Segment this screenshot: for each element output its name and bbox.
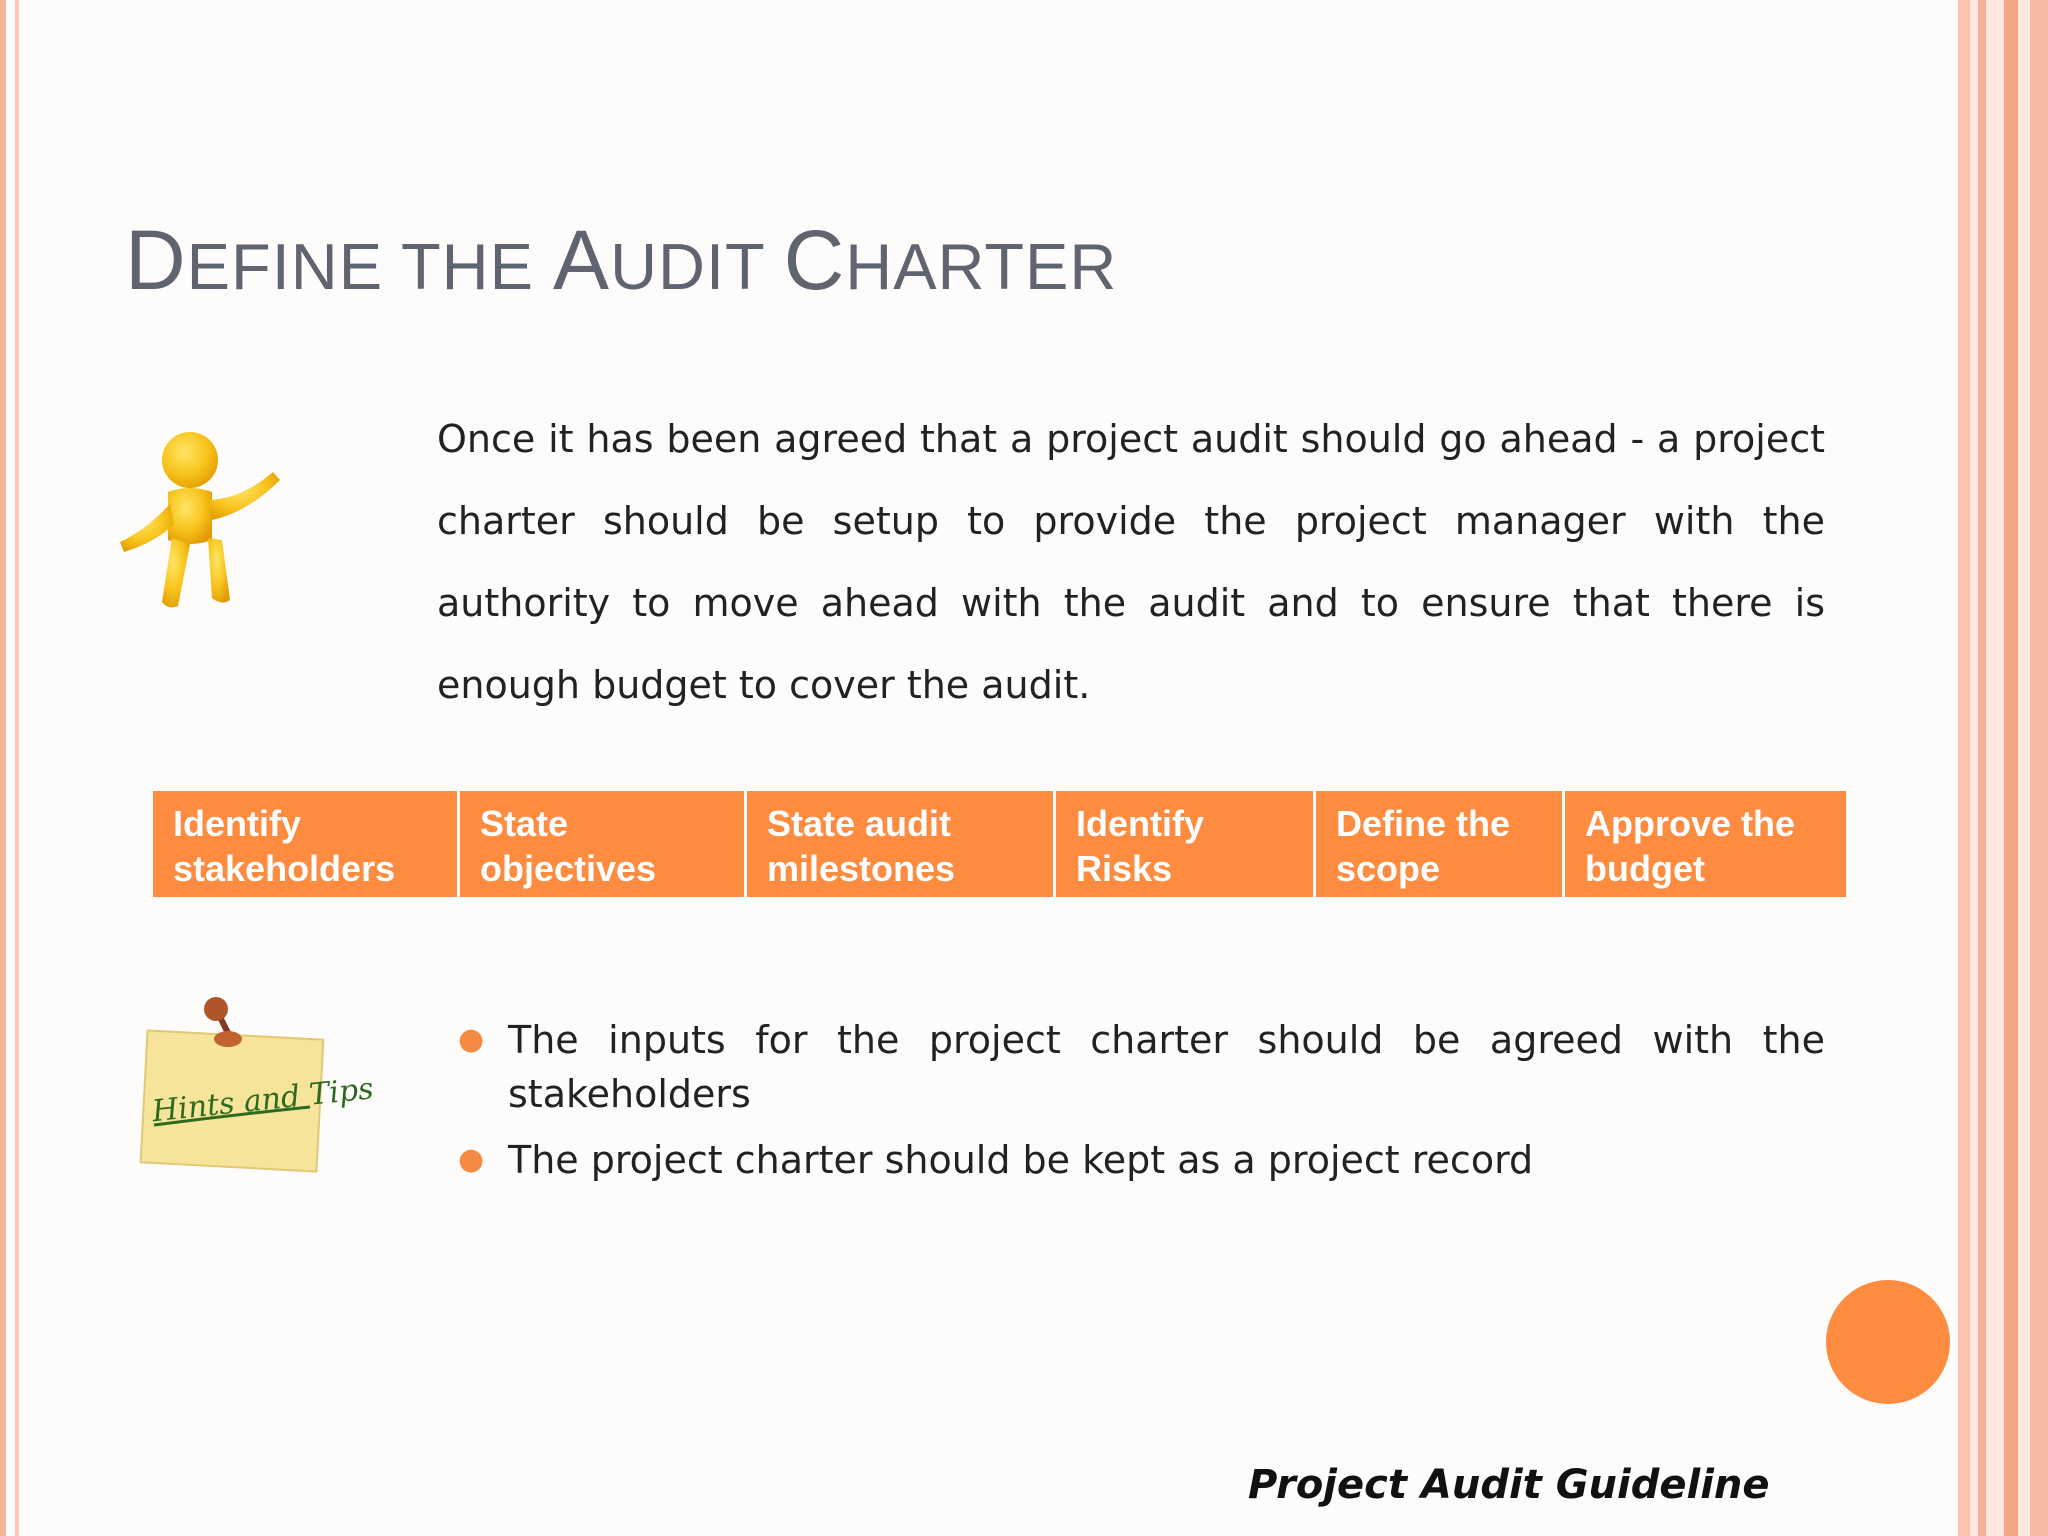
person-presenting-icon <box>108 420 288 620</box>
pinned-note-icon <box>132 995 376 1185</box>
list-item: ● The project charter should be kept as a project record <box>450 1133 1825 1187</box>
left-border-inner <box>15 0 19 1536</box>
step-approve-budget: Approve the budget <box>1565 791 1846 897</box>
footer-label: Project Audit Guideline <box>1248 1462 1770 1508</box>
slide-title: DEFINE THE AUDIT CHARTER <box>125 213 1118 307</box>
bullet-dot-icon: ● <box>458 1022 485 1057</box>
charter-steps-bar <box>153 791 1846 897</box>
list-item: ● The inputs for the project charter should be agreed with the stakeholders <box>450 1013 1825 1121</box>
note-label: Hints and Tips <box>150 1071 376 1130</box>
left-border <box>0 0 6 1536</box>
right-border-stripe <box>2030 0 2048 1536</box>
step-state-milestones: State audit milestones <box>747 791 1056 897</box>
step-define-scope: Define the scope <box>1316 791 1565 897</box>
step-state-objectives: State objectives <box>460 791 747 897</box>
accent-circle <box>1826 1280 1950 1404</box>
right-border-stripe <box>1978 0 1986 1536</box>
intro-paragraph: Once it has been agreed that a project audit should go ahead - a project charter should be setup to provide the project manager with the authority to move ahead with the audit and to ensure that there is enough budget to cover the audit. <box>437 417 1825 707</box>
step-identify-risks: Identify Risks <box>1056 791 1316 897</box>
tips-list <box>450 1013 1825 1199</box>
step-identify-stakeholders: Identify stakeholders <box>153 791 460 897</box>
right-border-stripe <box>2004 0 2018 1536</box>
right-border-stripe <box>1958 0 1970 1536</box>
bullet-dot-icon: ● <box>458 1142 485 1177</box>
